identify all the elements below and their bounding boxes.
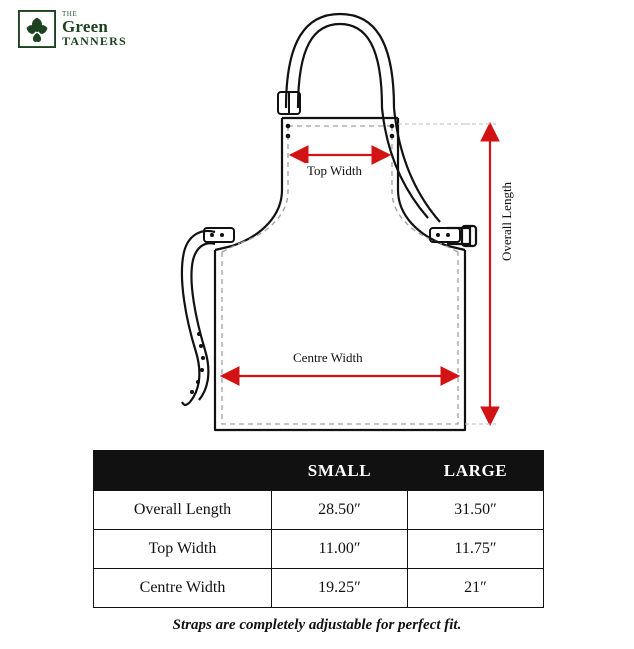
top-width-large: 11.75″ <box>408 530 544 569</box>
overall-length-label: Overall Length <box>499 178 515 265</box>
top-width-label: Top Width <box>303 163 366 179</box>
row-label-top-width: Top Width <box>94 530 272 569</box>
table-row <box>94 569 544 608</box>
dimension-guides <box>398 124 496 424</box>
table-corner-cell <box>94 451 272 491</box>
adjustable-straps-note: Straps are completely adjustable for perfect fit. <box>172 617 462 633</box>
top-width-small: 11.00″ <box>272 530 408 569</box>
table-row <box>94 491 544 530</box>
logo-green: Green <box>62 17 109 36</box>
centre-width-large: 21″ <box>408 569 544 608</box>
size-chart-table <box>93 450 544 608</box>
centre-width-label: Centre Width <box>289 350 367 366</box>
overall-length-large: 31.50″ <box>408 491 544 530</box>
table-row <box>94 530 544 569</box>
centre-width-small: 19.25″ <box>272 569 408 608</box>
waist-strap-left <box>182 231 215 405</box>
row-label-centre-width: Centre Width <box>94 569 272 608</box>
table-header-large: LARGE <box>408 451 544 491</box>
table-header-row <box>94 451 544 491</box>
strap-buckle <box>278 92 300 114</box>
logo-tanners: TANNERS <box>62 34 127 48</box>
table-header-small: SMALL <box>272 451 408 491</box>
overall-length-small: 28.50″ <box>272 491 408 530</box>
logo-the: THE <box>62 10 78 18</box>
row-label-overall-length: Overall Length <box>94 491 272 530</box>
